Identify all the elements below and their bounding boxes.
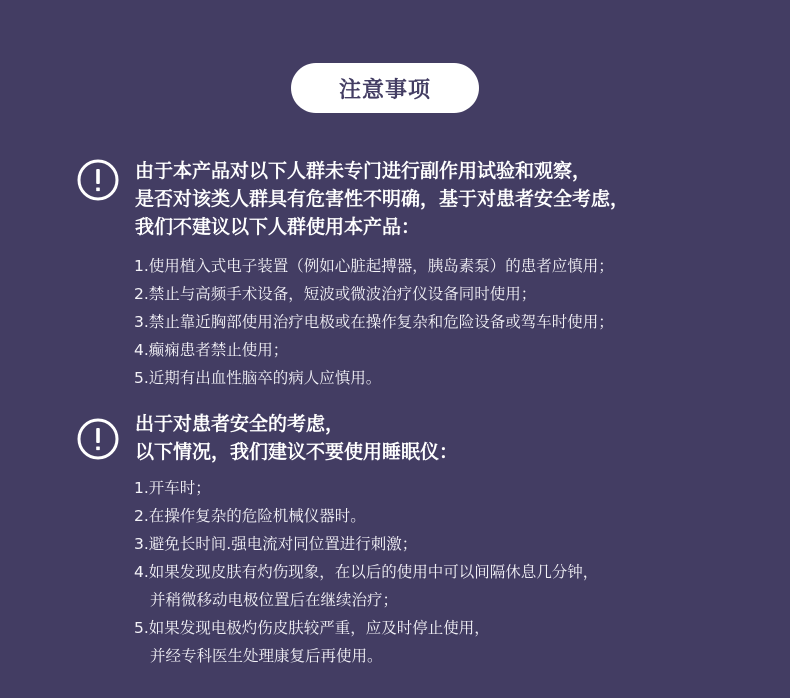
list-item: 4.癫痫患者禁止使用； bbox=[134, 341, 289, 359]
heading-line: 我们不建议以下人群使用本产品： bbox=[135, 216, 421, 238]
list-item: 2.在操作复杂的危险机械仪器时。 bbox=[134, 507, 366, 525]
section-heading bbox=[135, 157, 775, 241]
list-item-continuation: 并稍微移动电极位置后在继续治疗； bbox=[150, 591, 399, 609]
contraindication-list bbox=[134, 252, 774, 392]
list-item: 3.避免长时间.强电流对同位置进行刺激； bbox=[134, 535, 418, 553]
list-item: 1.开车时； bbox=[134, 479, 211, 497]
list-item: 5.近期有出血性脑卒的病人应慎用。 bbox=[134, 369, 382, 387]
exclamation-circle-icon bbox=[77, 418, 119, 460]
section-heading bbox=[135, 410, 775, 466]
heading-line: 以下情况，我们建议不要使用睡眠仪： bbox=[135, 441, 459, 463]
list-item: 3.禁止靠近胸部使用治疗电极或在操作复杂和危险设备或驾车时使用； bbox=[134, 313, 614, 331]
page-title: 注意事项 bbox=[338, 77, 431, 103]
list-item: 2.禁止与高频手术设备，短波或微波治疗仪设备同时使用； bbox=[134, 285, 537, 303]
list-item: 4.如果发现皮肤有灼伤现象，在以后的使用中可以间隔休息几分钟， bbox=[134, 563, 599, 581]
heading-line: 是否对该类人群具有危害性不明确，基于对患者安全考虑， bbox=[135, 188, 630, 210]
situation-list bbox=[134, 474, 774, 670]
exclamation-circle-icon bbox=[77, 159, 119, 201]
list-item-continuation: 并经专科医生处理康复后再使用。 bbox=[150, 647, 383, 665]
heading-line: 出于对患者安全的考虑， bbox=[135, 413, 345, 435]
title-pill bbox=[291, 63, 479, 113]
list-item: 5.如果发现电极灼伤皮肤较严重，应及时停止使用， bbox=[134, 619, 490, 637]
list-item: 1.使用植入式电子装置（例如心脏起搏器，胰岛素泵）的患者应慎用； bbox=[134, 257, 614, 275]
heading-line: 由于本产品对以下人群未专门进行副作用试验和观察， bbox=[135, 160, 592, 182]
